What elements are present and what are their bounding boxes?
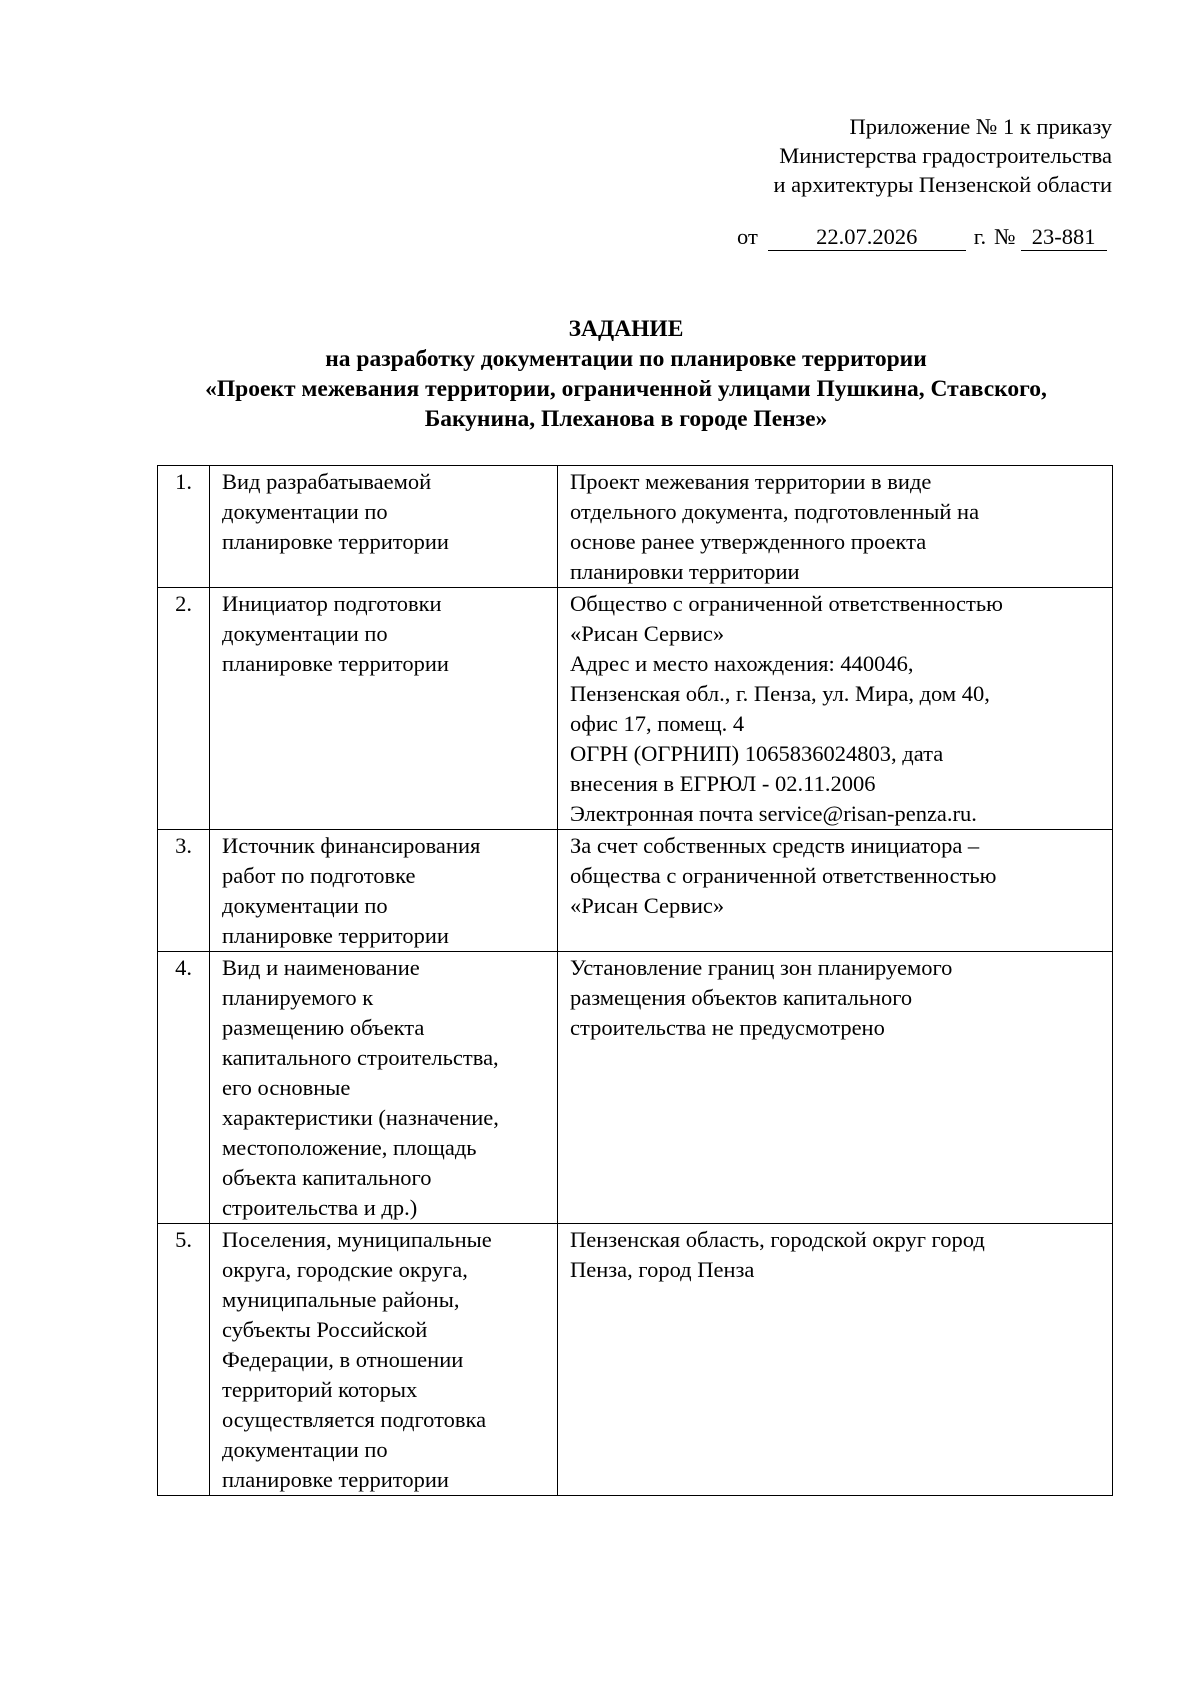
value-line: За счет собственных средств инициатора – — [570, 833, 980, 858]
row-parameter — [210, 1224, 558, 1496]
row-value — [558, 952, 1113, 1224]
parameter-line: Инициатор подготовки — [222, 591, 442, 616]
value-line: внесения в ЕГРЮЛ - 02.11.2006 — [570, 771, 876, 796]
parameter-line: документации по — [222, 893, 388, 918]
parameter-line: территорий которых — [222, 1377, 418, 1402]
value-line: ОГРН (ОГРНИП) 1065836024803, дата — [570, 741, 944, 766]
parameter-line: муниципальные районы, — [222, 1287, 460, 1312]
parameter-line: осуществляется подготовка — [222, 1407, 487, 1432]
parameter-line: объекта капитального — [222, 1165, 432, 1190]
title-line-2: на разработку документации по планировке территории — [325, 346, 927, 372]
value-line: Установление границ зон планируемого — [570, 955, 953, 980]
parameter-line: местоположение, площадь — [222, 1135, 477, 1160]
row-value — [558, 1224, 1113, 1496]
row-parameter — [210, 952, 558, 1224]
parameter-line: строительства и др.) — [222, 1195, 418, 1220]
parameter-line: работ по подготовке — [222, 863, 416, 888]
order-date: 22.07.2026 — [768, 223, 966, 251]
table-row — [158, 830, 1113, 952]
value-line: Пензенская обл., г. Пенза, ул. Мира, дом 40, — [570, 681, 990, 706]
parameter-line: капитального строительства, — [222, 1045, 499, 1070]
value-line: «Рисан Сервис» — [570, 621, 725, 646]
row-value — [558, 466, 1113, 588]
parameter-line: планировке территории — [222, 923, 449, 948]
value-line: основе ранее утвержденного проекта — [570, 529, 927, 554]
value-line: офис 17, помещ. 4 — [570, 711, 745, 736]
parameter-line: планировке территории — [222, 1467, 449, 1492]
row-value — [558, 588, 1113, 830]
row-number: 3. — [158, 830, 210, 952]
value-line: Пензенская область, городской округ город — [570, 1227, 985, 1252]
parameter-line: документации по — [222, 621, 388, 646]
order-number: 23-881 — [1021, 223, 1107, 251]
appendix-line-1: Приложение № 1 к приказу — [849, 114, 1112, 139]
value-line: строительства не предусмотрено — [570, 1015, 885, 1040]
order-year-label: г. — [973, 224, 987, 249]
parameter-line: размещению объекта — [222, 1015, 425, 1040]
table-row — [158, 588, 1113, 830]
parameter-line: планировке территории — [222, 529, 449, 554]
parameter-line: планировке территории — [222, 651, 449, 676]
value-line: «Рисан Сервис» — [570, 893, 725, 918]
appendix-line-3: и архитектуры Пензенской области — [773, 172, 1112, 197]
parameter-line: Вид разрабатываемой — [222, 469, 432, 494]
task-table — [157, 465, 1113, 1496]
value-line: планировки территории — [570, 559, 800, 584]
title-heading: ЗАДАНИЕ — [568, 316, 684, 342]
value-line: Электронная почта service@risan-penza.ru. — [570, 801, 977, 826]
value-line: отдельного документа, подготовленный на — [570, 499, 980, 524]
value-line: общества с ограниченной ответственностью — [570, 863, 997, 888]
table-row — [158, 466, 1113, 588]
row-parameter — [210, 588, 558, 830]
order-from-label: от — [737, 224, 758, 249]
order-number-label: № — [994, 224, 1016, 249]
parameter-line: документации по — [222, 1437, 388, 1462]
appendix-header — [773, 112, 1112, 199]
title-line-3: «Проект межевания территории, ограниченной улицами Пушкина, Ставского, — [205, 376, 1047, 402]
parameter-line: его основные — [222, 1075, 351, 1100]
row-parameter — [210, 830, 558, 952]
table-row — [158, 1224, 1113, 1496]
parameter-line: документации по — [222, 499, 388, 524]
parameter-line: субъекты Российской — [222, 1317, 428, 1342]
parameter-line: Поселения, муниципальные — [222, 1227, 492, 1252]
row-number: 2. — [158, 588, 210, 830]
document-title — [150, 314, 1102, 434]
task-table-body — [158, 466, 1113, 1496]
parameter-line: характеристики (назначение, — [222, 1105, 499, 1130]
value-line: Общество с ограниченной ответственностью — [570, 591, 1003, 616]
value-line: Проект межевания территории в виде — [570, 469, 932, 494]
parameter-line: округа, городские округа, — [222, 1257, 468, 1282]
parameter-line: планируемого к — [222, 985, 374, 1010]
table-row — [158, 952, 1113, 1224]
row-number: 1. — [158, 466, 210, 588]
row-value — [558, 830, 1113, 952]
row-parameter — [210, 466, 558, 588]
title-line-4: Бакунина, Плеханова в городе Пензе» — [424, 406, 828, 432]
parameter-line: Источник финансирования — [222, 833, 481, 858]
parameter-line: Федерации, в отношении — [222, 1347, 464, 1372]
order-reference — [737, 222, 1107, 251]
value-line: Пенза, город Пенза — [570, 1257, 755, 1282]
appendix-line-2: Министерства градостроительства — [779, 143, 1112, 168]
value-line: размещения объектов капитального — [570, 985, 913, 1010]
row-number: 4. — [158, 952, 210, 1224]
parameter-line: Вид и наименование — [222, 955, 420, 980]
value-line: Адрес и место нахождения: 440046, — [570, 651, 914, 676]
row-number: 5. — [158, 1224, 210, 1496]
